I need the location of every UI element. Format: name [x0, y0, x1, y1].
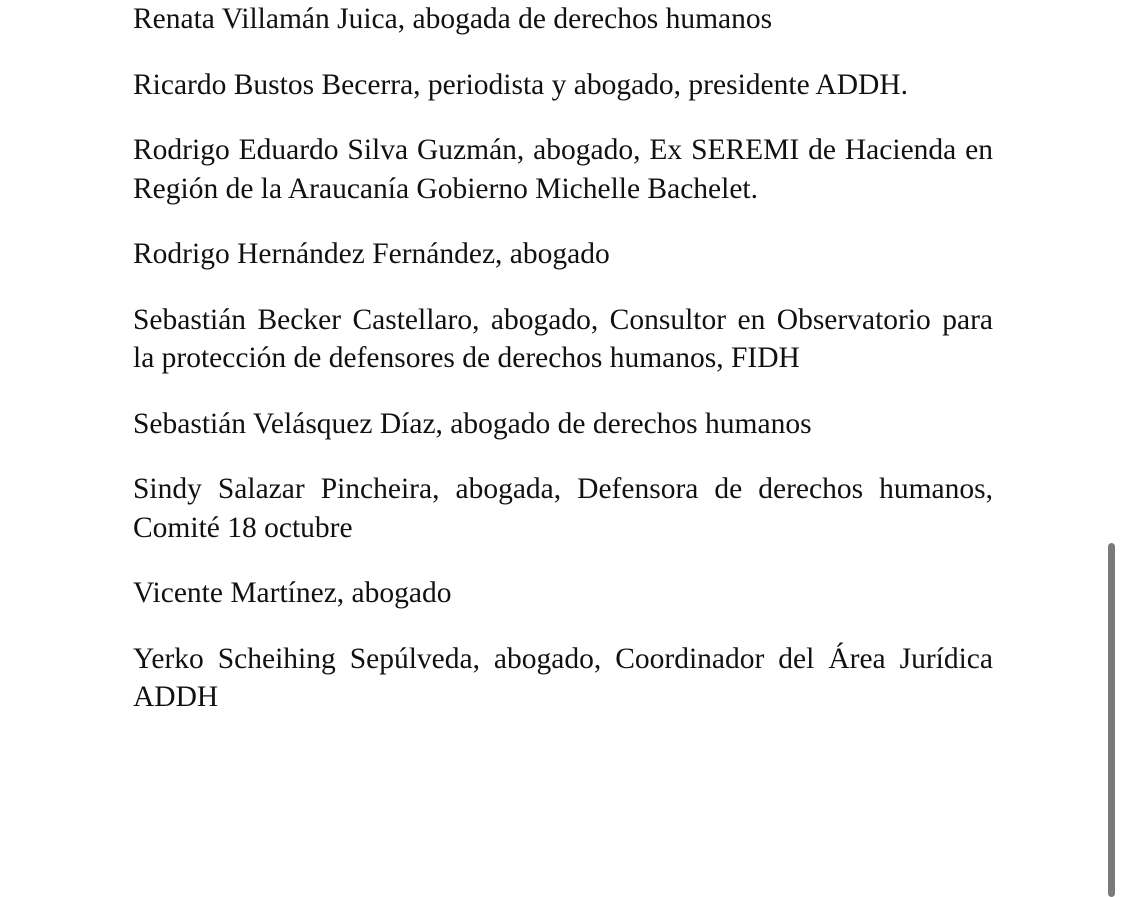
list-item: Sindy Salazar Pincheira, abogada, Defensora de derechos humanos, Comité 18 octubre: [133, 473, 993, 544]
list-item: Rodrigo Eduardo Silva Guzmán, abogado, Ex SEREMI de Hacienda en Región de la Araucanía Gobierno Michelle Bachelet.: [133, 134, 993, 205]
scrollbar-thumb[interactable]: [1108, 543, 1115, 897]
list-item: Rodrigo Hernández Fernández, abogado: [133, 238, 610, 270]
list-item: Renata Villamán Juica, abogada de derechos humanos: [133, 3, 773, 35]
signatory-list: [133, 0, 993, 744]
list-item: Sebastián Velásquez Díaz, abogado de derechos humanos: [133, 407, 812, 440]
list-item: Sebastián Becker Castellaro, abogado, Consultor en Observatorio para la protección de defensores de derechos humanos, FIDH: [133, 303, 993, 374]
list-item: Ricardo Bustos Becerra, periodista y abogado, presidente ADDH.: [133, 68, 908, 101]
list-item: Yerko Scheihing Sepúlveda, abogado, Coordinador del Área Jurídica ADDH: [133, 642, 993, 713]
list-item: Vicente Martínez, abogado: [133, 577, 452, 609]
